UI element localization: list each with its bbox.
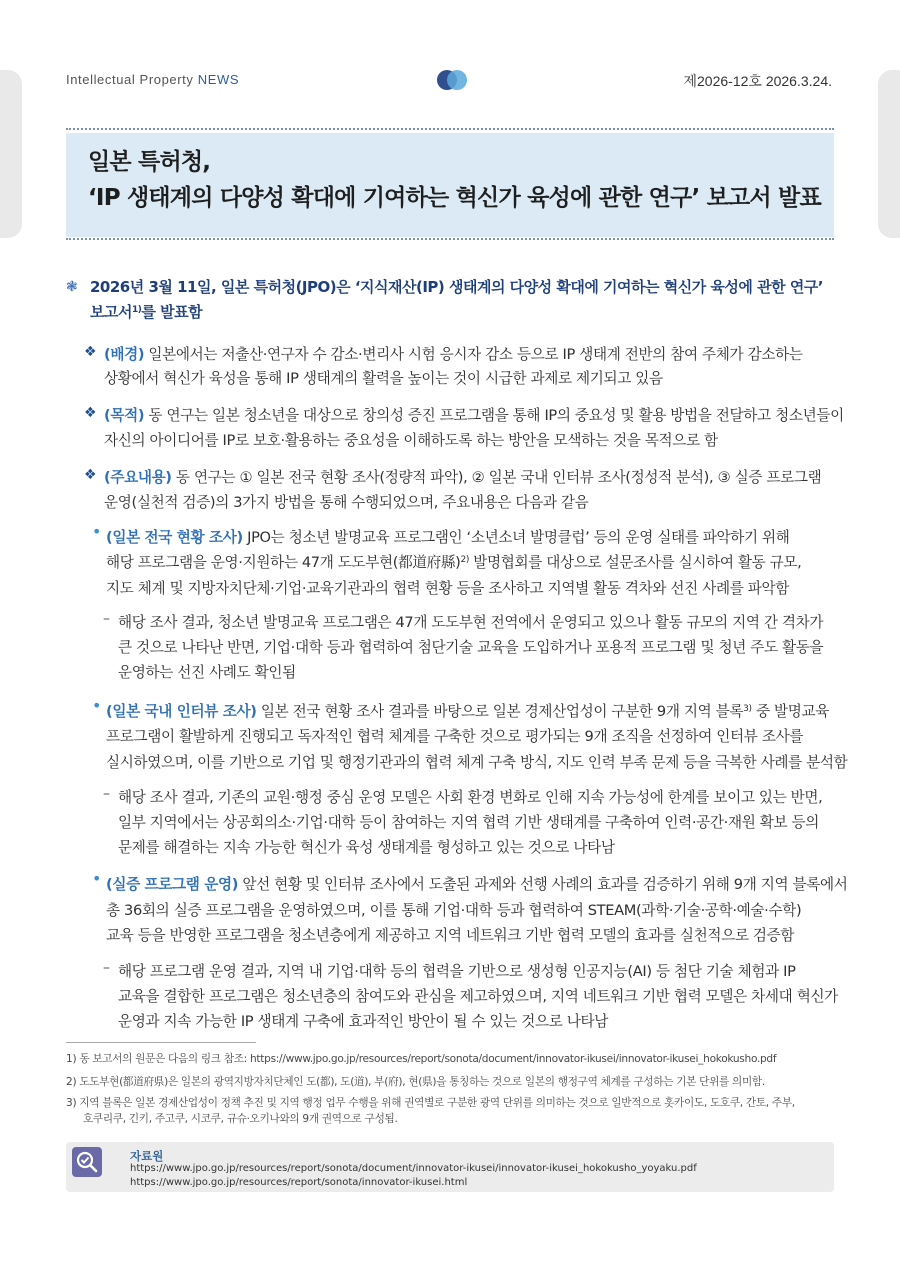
footnote-separator (66, 1042, 256, 1043)
pilot-line-3: 교육 등을 반영한 프로그램을 청소년층에게 제공하고 지역 네트워크 기반 협력 모델의 효과를 실천적으로 검증함 (106, 927, 795, 944)
interview-result-3: 문제를 해결하는 지속 가능한 혁신가 육성 생태계를 형성하고 있는 것으로 나타남 (118, 839, 615, 856)
survey-line-2 (106, 551, 801, 572)
footnote-3: 3) 지역 블록은 일본 경제산업성이 정책 추진 및 지역 행정 업무 수행을 위해 권역별로 구분한 광역 단위를 의미하는 것으로 일반적으로 홋카이도, 도호쿠, 간토, 주부, (66, 1097, 795, 1109)
survey-line-3: 지도 체계 및 지방자치단체·기업·교육기관과의 협력 현황 등을 조사하고 지역별 활동 격차와 선진 사례를 파악함 (106, 580, 789, 597)
source-link-1[interactable]: https://www.jpo.go.jp/resources/report/sonota/document/innovator-ikusei/innovator-ikusei_hokokusho_yoyaku.pdf (130, 1163, 697, 1174)
survey-result-1: 해당 조사 결과, 청소년 발명교육 프로그램은 47개 도도부현 전역에서 운영되고 있으나 활동 규모의 지역 간 격차가 (118, 614, 824, 631)
interview-result-1: 해당 조사 결과, 기존의 교원·행정 중심 운영 모델은 사회 환경 변화로 인해 지속 가능성에 한계를 보이고 있는 반면, (118, 789, 823, 806)
survey-result-3: 운영하는 선진 사례도 확인됨 (118, 664, 296, 681)
contents-label: (주요내용) (104, 469, 172, 486)
title-line-1: 일본 특허청, (88, 149, 211, 175)
source-title: 자료원 (130, 1149, 164, 1163)
dot-bullet-icon: • (92, 696, 102, 715)
source-link-2[interactable]: https://www.jpo.go.jp/resources/report/sonota/innovator-ikusei.html (130, 1177, 468, 1188)
background-line-1 (104, 343, 803, 364)
right-edge-tab (878, 70, 900, 238)
dash-bullet-icon: – (103, 960, 110, 976)
background-line-2: 상황에서 혁신가 육성을 통해 IP 생태계의 활력을 높이는 것이 시급한 과제로 제기되고 있음 (104, 370, 663, 387)
issue-date: 제2026-12호 2026.3.24. (683, 73, 832, 89)
survey-text: JPO는 청소년 발명교육 프로그램인 ‘소년소녀 발명클럽’ 등의 운영 실태를 파악하기 위해 (242, 529, 790, 546)
flower-bullet-icon: ❃ (66, 279, 78, 295)
purpose-line-1 (104, 404, 844, 425)
dot-bullet-icon: • (92, 522, 102, 541)
footnote-2: 2) 도도부현(都道府県)은 일본의 광역지방자치단체인 도(都), 도(道), 부(府), 현(県)을 통칭하는 것으로 일본의 행정구역 체계를 구성하는 기본 단위를 의미함. (66, 1076, 765, 1088)
publication-name: Intellectual Property NEWS (66, 72, 240, 87)
survey-label: (일본 전국 현황 조사) (106, 529, 243, 546)
footnote-ref-3: 3) (743, 704, 752, 714)
divider-top (66, 128, 834, 130)
pilot-line-1 (106, 873, 848, 894)
interview-text-1a: 일본 전국 현황 조사 결과를 바탕으로 일본 경제산업성이 구분한 9개 지역 블록 (256, 703, 744, 720)
left-edge-tab (0, 70, 22, 238)
title-line-2: ‘IP 생태계의 다양성 확대에 기여하는 혁신가 육성에 관한 연구’ 보고서 발표 (88, 185, 821, 211)
dot-bullet-icon: • (92, 869, 102, 888)
search-check-icon (72, 1147, 102, 1177)
footnote-ref-1: 1) (131, 305, 142, 315)
contents-line-1 (104, 466, 821, 487)
survey-line-1 (106, 526, 790, 547)
background-label: (배경) (104, 346, 145, 363)
diamond-bullet-icon: ❖ (84, 467, 97, 483)
pilot-result-3: 운영과 지속 가능한 IP 생태계 구축에 효과적인 방안이 될 수 있는 것으로 나타남 (118, 1013, 609, 1030)
contents-line-2: 운영(실천적 검증)의 3가지 방법을 통해 수행되었으며, 주요내용은 다음과 같음 (104, 494, 589, 511)
pilot-result-2: 교육을 결합한 프로그램은 청소년층의 참여도와 관심을 제고하였으며, 지역 네트워크 기반 협력 모델은 차세대 혁신가 (118, 988, 838, 1005)
footnote-1: 1) 동 보고서의 원문은 다음의 링크 참조: https://www.jpo.go.jp/resources/report/sonota/document/innovator-ikusei/innovator-ikusei_hokokusho.pdf (66, 1053, 777, 1065)
pilot-result-1: 해당 프로그램 운영 결과, 지역 내 기업·대학 등의 협력을 기반으로 생성형 인공지능(AI) 등 첨단 기술 체험과 IP (118, 963, 796, 980)
divider-bottom (66, 238, 834, 240)
survey-result-2: 큰 것으로 나타난 반면, 기업·대학 등과 협력하여 첨단기술 교육을 도입하거나 포용적 프로그램 및 청년 주도 활동을 (118, 639, 824, 656)
interview-line-1 (106, 700, 829, 721)
lead-report: 보고서 (90, 303, 132, 321)
interview-line-3: 실시하였으며, 이를 기반으로 기업 및 행정기관과의 협력 체계 구축 방식, 지도 인력 부족 문제 등을 극복한 사례를 분석함 (106, 754, 848, 771)
footnote-3-cont: 호쿠리쿠, 긴키, 주고쿠, 시코쿠, 규슈·오키나와의 9개 권역으로 구성됨. (83, 1113, 398, 1125)
pilot-line-2: 총 36회의 실증 프로그램을 운영하였으며, 이를 통해 기업·대학 등과 협력하여 STEAM(과학·기술·공학·예술·수학) (106, 902, 802, 919)
interview-result-2: 일부 지역에서는 상공회의소·기업·대학 등이 참여하는 지역 협력 기반 생태계를 구축하여 인력·공간·재원 확보 등의 (118, 814, 820, 831)
lead-line-2 (90, 301, 202, 322)
lead-announce: 를 발표함 (141, 303, 203, 321)
interview-text-1b: 중 발명교육 (751, 703, 830, 720)
survey-text-2a: 해당 프로그램을 운영·지원하는 47개 도도부현(都道府縣) (106, 554, 461, 571)
lead-line-1: 2026년 3월 11일, 일본 특허청(JPO)은 ‘지식재산(IP) 생태계의 다양성 확대에 기여하는 혁신가 육성에 관한 연구’ (90, 278, 823, 296)
pilot-label: (실증 프로그램 운영) (106, 876, 239, 893)
purpose-text: 동 연구는 일본 청소년을 대상으로 창의성 증진 프로그램을 통해 IP의 중요성 및 활용 방법을 전달하고 청소년들이 (144, 407, 844, 424)
survey-text-2b: 발명협회를 대상으로 설문조사를 실시하여 활동 규모, (468, 554, 802, 571)
page-title (88, 144, 821, 216)
purpose-line-2: 자신의 아이디어를 IP로 보호·활용하는 중요성을 이해하도록 하는 방안을 모색하는 것을 목적으로 함 (104, 432, 718, 449)
logo-icon (435, 69, 469, 91)
pilot-text: 앞선 현황 및 인터뷰 조사에서 도출된 과제와 선행 사례의 효과를 검증하기 위해 9개 지역 블록에서 (238, 876, 848, 893)
interview-line-2: 프로그램이 활발하게 진행되고 독자적인 협력 체계를 구축한 것으로 평가되는 9개 조직을 선정하여 인터뷰 조사를 (106, 728, 804, 745)
background-text: 일본에서는 저출산·연구자 수 감소·변리사 시험 응시자 감소 등으로 IP 생태계 전반의 참여 주체가 감소하는 (144, 346, 803, 363)
diamond-bullet-icon: ❖ (84, 344, 97, 360)
purpose-label: (목적) (104, 407, 145, 424)
contents-text: 동 연구는 ① 일본 전국 현황 조사(정량적 파악), ② 일본 국내 인터뷰 조사(정성적 분석), ③ 실증 프로그램 (171, 469, 822, 486)
dash-bullet-icon: – (103, 611, 110, 627)
dash-bullet-icon: – (103, 786, 110, 802)
interview-label: (일본 국내 인터뷰 조사) (106, 703, 257, 720)
diamond-bullet-icon: ❖ (84, 405, 97, 421)
footnote-ref-2: 2) (460, 555, 469, 565)
